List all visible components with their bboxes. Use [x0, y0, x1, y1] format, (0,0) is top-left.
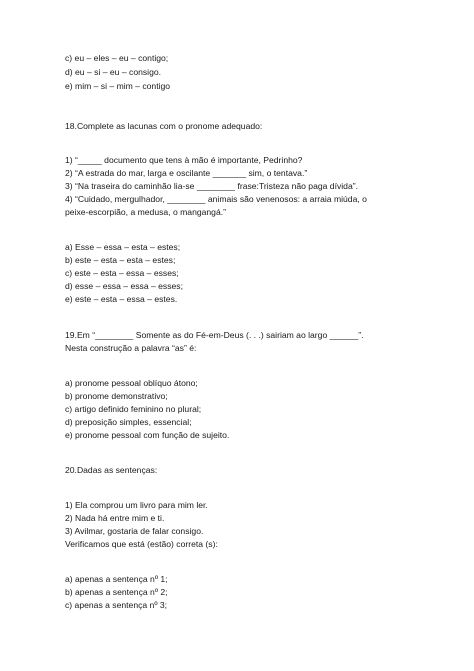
question-20-prompt: Verificamos que está (estão) correta (s): [65, 539, 218, 549]
q19-option-d: d) preposição simples, essencial; [65, 417, 192, 427]
q18-option-d: d) esse – essa – essa – esses; [65, 281, 183, 291]
q20-sentence-3: 3) Avilmar, gostaria de falar consigo. [65, 526, 204, 536]
q18-option-e: e) este – esta – essa – estes. [65, 294, 178, 304]
q18-sentence-4: 4) “Cuidado, mergulhador, ________ animais são venenosos: a arraia miúda, o [65, 194, 367, 204]
q19-option-e: e) pronome pessoal com função de sujeito. [65, 430, 230, 440]
q20-option-c: c) apenas a sentença nº 3; [65, 600, 168, 610]
q18-sentence-1: 1) “_____ documento que tens à mão é importante, Pedrinho? [65, 155, 303, 165]
q18-option-a: a) Esse – essa – esta – estes; [65, 242, 181, 252]
option-d-line: d) eu – si – eu – consigo. [65, 67, 162, 77]
q19-option-c: c) artigo definido feminino no plural; [65, 404, 202, 414]
q20-sentence-2: 2) Nada há entre mim e ti. [65, 513, 165, 523]
question-18-title: 18.Complete as lacunas com o pronome adequado: [65, 121, 263, 131]
q18-option-c: c) este – esta – essa – esses; [65, 268, 179, 278]
q18-option-b: b) este – esta – esta – estes; [65, 255, 176, 265]
q18-sentence-2: 2) “A estrada do mar, larga e oscilante _______ sim, o tentava.” [65, 168, 308, 178]
q19-option-b: b) pronome demonstrativo; [65, 391, 168, 401]
question-20-title: 20.Dadas as sentenças: [65, 465, 158, 475]
q20-option-a: a) apenas a sentença nº 1; [65, 574, 168, 584]
question-19-prompt: Nesta construção a palavra “as” é: [65, 343, 197, 353]
q18-sentence-4-cont: peixe-escorpião, a medusa, o mangangá.” [65, 207, 226, 217]
question-19-title: 19.Em “________ Somente as do Fé-em-Deus (. . .) sairiam ao largo ______”. [65, 330, 364, 340]
q19-option-a: a) pronome pessoal oblíquo átono; [65, 378, 198, 388]
option-e-line: e) mim – si – mim – contigo [65, 81, 171, 91]
q18-sentence-3: 3) “Na traseira do caminhão lia-se ________ frase:Tristeza não paga dívida”. [65, 181, 358, 191]
q20-sentence-1: 1) Ela comprou um livro para mim ler. [65, 500, 208, 510]
q20-option-b: b) apenas a sentença nº 2; [65, 587, 168, 597]
option-c-line: c) eu – eles – eu – contigo; [65, 53, 169, 63]
